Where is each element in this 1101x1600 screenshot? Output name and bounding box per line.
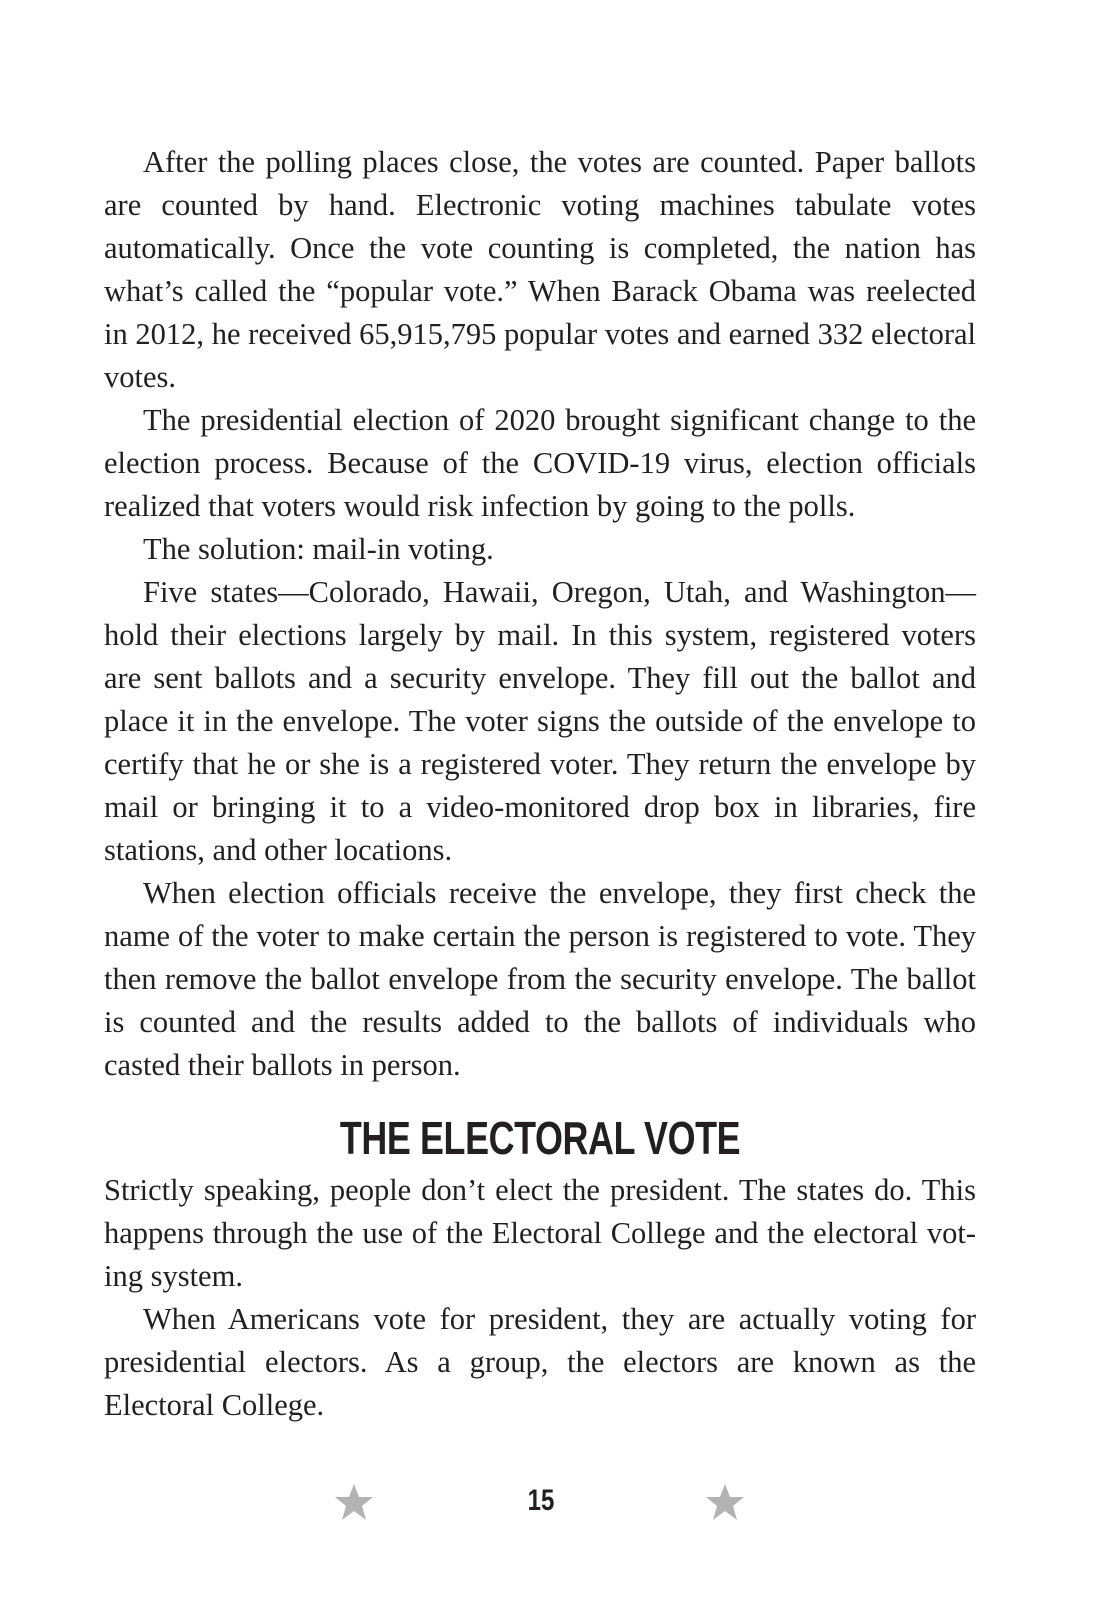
paragraph-mail-states: Five states—Colorado, Hawaii, Oregon, Utah, and Washington— hold their elections largely by mail. In this system, registered voters are sent ballots and a security envelope. They fill out the ballot and place it in the envelope. The voter signs the outside of the envelope to certify that he or she is a registered voter. They return the envelope by mail or bringing it to a video-monitored drop box in libraries, fire stations, and other locations. xyxy=(104,575,976,867)
body-text-top xyxy=(104,141,976,1087)
star-icon xyxy=(705,1482,745,1522)
paragraph-solution: The solution: mail-in voting. xyxy=(143,532,494,566)
section-heading: THE ELECTORAL VOTE xyxy=(339,1112,741,1164)
paragraph-2020-election: The presidential election of 2020 brought significant change to the election process. Because of the COVID-19 virus, election officials realized that voters would risk infection by going to the polls. xyxy=(104,403,976,523)
body-text-bottom xyxy=(104,1169,976,1427)
page-footer xyxy=(0,1475,1101,1535)
paragraph-presidential-electors: When Americans vote for president, they are actually voting for presidential electors. As a group, the electors are known as the Electoral College. xyxy=(104,1302,976,1422)
page-number: 15 xyxy=(527,1484,555,1517)
star-icon xyxy=(334,1482,374,1522)
paragraph-vote-counting: After the polling places close, the votes are counted. Paper ballots are counted by hand. Electronic voting machines tabulate votes automatically. Once the vote counting is completed, the nation has what’s called the “popular vote.” When Barack Obama was reelected in 2012, he received 65,915,795 popular votes and earned 332 electoral votes. xyxy=(104,145,976,394)
paragraph-officials-receive: When election officials receive the envelope, they first check the name of the voter to make certain the person is registered to vote. They then remove the ballot envelope from the security envelope. The ballot is counted and the results added to the ballots of individuals who casted their ballots in person. xyxy=(104,876,976,1082)
paragraph-states-elect: Strictly speaking, people don’t elect the president. The states do. This happens through the use of the Electoral College and the electoral voting system. xyxy=(104,1173,976,1293)
